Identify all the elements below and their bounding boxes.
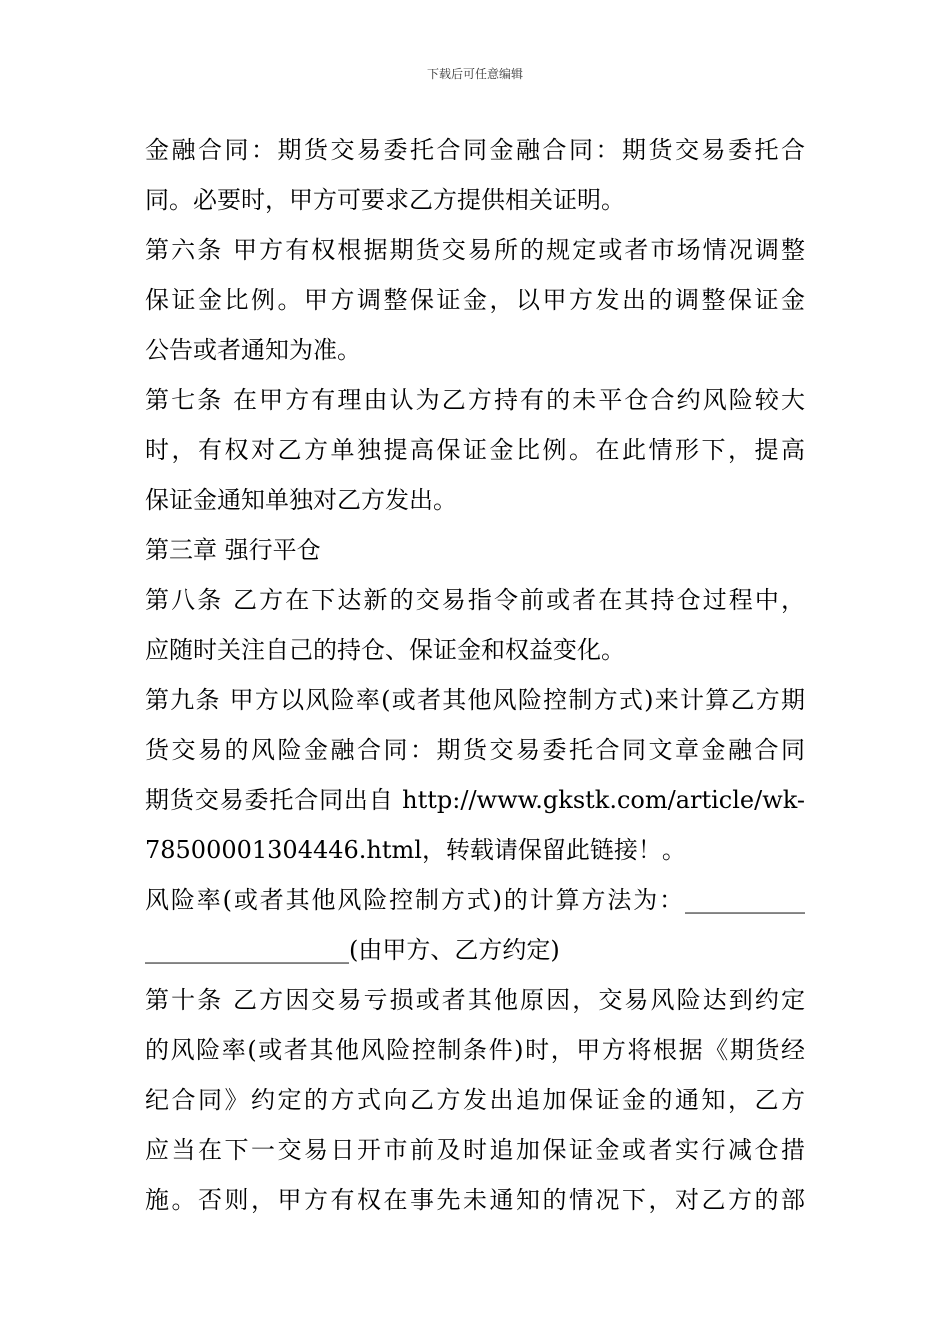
source-link-line: 78500001304446.html，转载请保留此链接！。 [145, 836, 686, 864]
text-line: 同。必要时，甲方可要求乙方提供相关证明。 [145, 186, 625, 214]
text-line: 应当在下一交易日开市前及时追加保证金或者实行减仓措 [145, 1136, 805, 1164]
text-line: 货交易的风险金融合同：期货交易委托合同文章金融合同 [145, 736, 805, 764]
text-line: 应随时关注自己的持仓、保证金和权益变化。 [145, 636, 625, 664]
chapter-3-heading: 第三章 强行平仓 [145, 536, 321, 564]
document-body [145, 125, 805, 1225]
text-line: 公告或者通知为准。 [145, 336, 361, 364]
article-7-heading-line: 第七条 在甲方有理由认为乙方持有的未平仓合约风险较大 [145, 386, 805, 414]
text-line: 保证金通知单独对乙方发出。 [145, 486, 457, 514]
blank-field-line: 风险率(或者其他风险控制方式)的计算方法为：__________ [145, 886, 805, 914]
text-line: 保证金比例。甲方调整保证金，以甲方发出的调整保证金 [145, 286, 805, 314]
article-8-heading-line: 第八条 乙方在下达新的交易指令前或者在其持仓过程中， [145, 586, 805, 614]
article-9-heading-line: 第九条 甲方以风险率(或者其他风险控制方式)来计算乙方期 [145, 686, 805, 714]
text-line: 纪合同》约定的方式向乙方发出追加保证金的通知，乙方 [145, 1086, 805, 1114]
article-6-heading-line: 第六条 甲方有权根据期货交易所的规定或者市场情况调整 [145, 236, 805, 264]
text-line: 金融合同：期货交易委托合同金融合同：期货交易委托合 [145, 136, 805, 164]
text-line: 时，有权对乙方单独提高保证金比例。在此情形下，提高 [145, 436, 805, 464]
article-10-heading-line: 第十条 乙方因交易亏损或者其他原因，交易风险达到约定 [145, 986, 805, 1014]
page-header: 下载后可任意编辑 [426, 67, 523, 81]
blank-field-line: _________________(由甲方、乙方约定) [145, 936, 560, 964]
text-line: 的风险率(或者其他风险控制条件)时，甲方将根据《期货经 [145, 1036, 805, 1064]
source-link-line: 期货交易委托合同出自 http://www.gkstk.com/article/wk- [145, 786, 805, 814]
text-line: 施。否则，甲方有权在事先未通知的情况下，对乙方的部 [145, 1186, 805, 1214]
